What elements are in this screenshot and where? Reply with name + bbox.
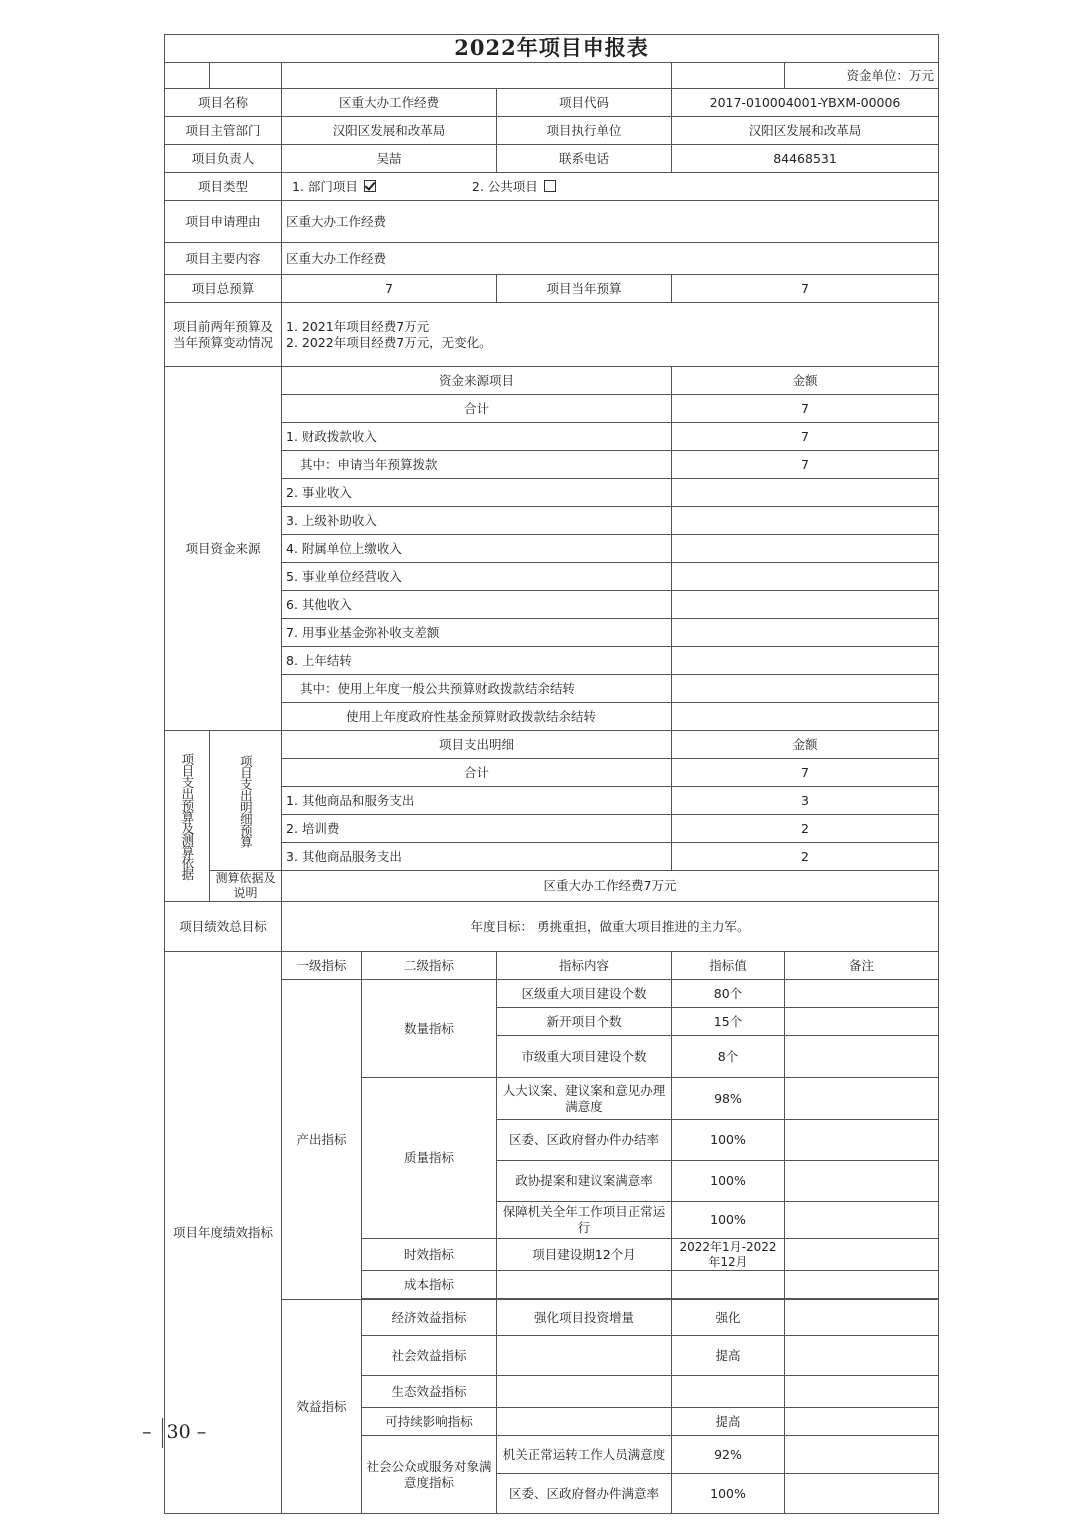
funding-row-name: 其中：申请当年预算拨款 [282,451,672,479]
funding-row-value [672,591,939,619]
expense-col-header: 项目支出明细 [282,731,672,759]
funding-row-name: 使用上年度政府性基金预算财政拨款结余结转 [282,703,672,731]
ind-header: 指标值 [672,952,785,980]
expense-row-name: 3. 其他商品服务支出 [282,843,672,871]
project-code-label: 项目代码 [497,89,672,117]
form-table [164,34,939,1514]
expense-row-value: 2 [672,843,939,871]
ind-header: 一级指标 [282,952,362,980]
ind-content: 机关正常运转工作人员满意度 [497,1436,672,1474]
funding-row-name: 其中：使用上年度一般公共预算财政拨款结余结转 [282,675,672,703]
expense-row-name: 合计 [282,759,672,787]
budget-change-line: 2. 2022年项目经费7万元，无变化。 [286,334,492,350]
current-year-budget-label: 项目当年预算 [497,275,672,303]
ind-header: 指标内容 [497,952,672,980]
funding-row-value [672,479,939,507]
expense-amount-header: 金额 [672,731,939,759]
ind-value: 100% [672,1474,785,1514]
econ-label: 经济效益指标 [362,1300,497,1336]
expense-outer-label: 项目支出预算及测算依据 [165,731,210,902]
project-name-label: 项目名称 [165,89,282,117]
budget-change-line: 1. 2021年项目经费7万元 [286,318,430,334]
project-declaration-form [164,34,938,1514]
phone-label: 联系电话 [497,145,672,173]
ind-value: 15个 [672,1008,785,1036]
dept-label: 项目主管部门 [165,117,282,145]
ind-value: 提高 [672,1336,785,1376]
funding-col-header: 资金来源项目 [282,367,672,395]
ind-content [497,1336,672,1376]
unchecked-box-icon [544,180,556,192]
goal-label: 项目绩效总目标 [165,902,282,952]
ind-value: 92% [672,1436,785,1474]
ind-value: 强化 [672,1300,785,1336]
ind-value: 100% [672,1202,785,1239]
ind-content: 保障机关全年工作项目正常运行 [497,1202,672,1239]
funding-row-name: 7. 用事业基金弥补收支差额 [282,619,672,647]
ind-content [497,1408,672,1436]
current-year-budget: 7 [672,275,939,303]
satisfaction-label: 社会公众或服务对象满意度指标 [362,1436,497,1514]
funding-row-value: 7 [672,423,939,451]
funding-row-value [672,619,939,647]
ind-content: 政协提案和建议案满意率 [497,1161,672,1202]
ind-value: 80个 [672,980,785,1008]
funding-row-value [672,507,939,535]
funding-row-value: 7 [672,451,939,479]
funding-row-value [672,535,939,563]
expense-row-value: 2 [672,815,939,843]
funding-row-value [672,647,939,675]
expense-row-name: 2. 培训费 [282,815,672,843]
checked-box-icon [364,180,376,192]
form-title: 2022年项目申报表 [165,35,939,63]
indicators-label: 项目年度绩效指标 [165,952,282,1514]
budget-change [282,303,939,367]
output-label: 产出指标 [282,980,362,1300]
content: 区重大办工作经费 [282,243,939,275]
expense-row-value: 3 [672,787,939,815]
project-code: 2017-010004001-YBXM-00006 [672,89,939,117]
basis-label: 测算依据及说明 [210,871,282,902]
ind-content: 项目建设期12个月 [497,1239,672,1271]
budget-change-label: 项目前两年预算及当年预算变动情况 [165,303,282,367]
expense-row-name: 1. 其他商品和服务支出 [282,787,672,815]
phone: 84468531 [672,145,939,173]
funding-row-name: 合计 [282,395,672,423]
ind-value: 2022年1月-2022年12月 [672,1239,785,1271]
funding-row-name: 6. 其他收入 [282,591,672,619]
social-label: 社会效益指标 [362,1336,497,1376]
funding-row-name: 5. 事业单位经营收入 [282,563,672,591]
exec-unit-label: 项目执行单位 [497,117,672,145]
funding-label: 项目资金来源 [165,367,282,731]
project-name: 区重大办工作经费 [282,89,497,117]
type-label: 项目类型 [165,173,282,201]
expense-row-value: 7 [672,759,939,787]
ind-content: 市级重大项目建设个数 [497,1036,672,1078]
owner-label: 项目负责人 [165,145,282,173]
funding-row-name: 4. 附属单位上缴收入 [282,535,672,563]
expense-inner-label: 项目支出明细预算 [210,731,282,871]
basis: 区重大办工作经费7万元 [282,871,939,902]
time-label: 时效指标 [362,1239,497,1271]
type-option-dept: 1. 部门项目 [292,178,358,194]
currency-unit: 资金单位：万元 [785,63,939,89]
goal: 年度目标： 勇挑重担，做重大项目推进的主力军。 [282,902,939,952]
dept: 汉阳区发展和改革局 [282,117,497,145]
ind-content: 区委、区政府督办件满意率 [497,1474,672,1514]
benefit-label: 效益指标 [282,1300,362,1514]
ind-value: 98% [672,1078,785,1120]
ind-value: 100% [672,1120,785,1161]
type-option-public: 2. 公共项目 [471,178,538,194]
funding-amount-header: 金额 [672,367,939,395]
cost-label: 成本指标 [362,1271,497,1299]
total-budget-label: 项目总预算 [165,275,282,303]
ind-content: 新开项目个数 [497,1008,672,1036]
reason: 区重大办工作经费 [282,201,939,243]
reason-label: 项目申请理由 [165,201,282,243]
funding-row-value [672,675,939,703]
type-options [282,173,939,201]
owner: 吴喆 [282,145,497,173]
ind-content: 区级重大项目建设个数 [497,980,672,1008]
funding-row-name: 2. 事业收入 [282,479,672,507]
funding-row-value [672,703,939,731]
page-number: – 30 – [142,1418,206,1448]
ind-value: 8个 [672,1036,785,1078]
funding-row-name: 8. 上年结转 [282,647,672,675]
exec-unit: 汉阳区发展和改革局 [672,117,939,145]
ind-header: 二级指标 [362,952,497,980]
eco-label: 生态效益指标 [362,1376,497,1408]
total-budget: 7 [282,275,497,303]
quantity-label: 数量指标 [362,980,497,1078]
ind-content: 人大议案、建议案和意见办理满意度 [497,1078,672,1120]
ind-content: 区委、区政府督办件办结率 [497,1120,672,1161]
ind-header: 备注 [785,952,939,980]
ind-value: 100% [672,1161,785,1202]
quality-label: 质量指标 [362,1078,497,1239]
sustain-label: 可持续影响指标 [362,1408,497,1436]
funding-row-name: 1. 财政拨款收入 [282,423,672,451]
funding-row-value: 7 [672,395,939,423]
funding-row-name: 3. 上级补助收入 [282,507,672,535]
ind-content: 强化项目投资增量 [497,1300,672,1336]
ind-value: 提高 [672,1408,785,1436]
content-label: 项目主要内容 [165,243,282,275]
funding-row-value [672,563,939,591]
